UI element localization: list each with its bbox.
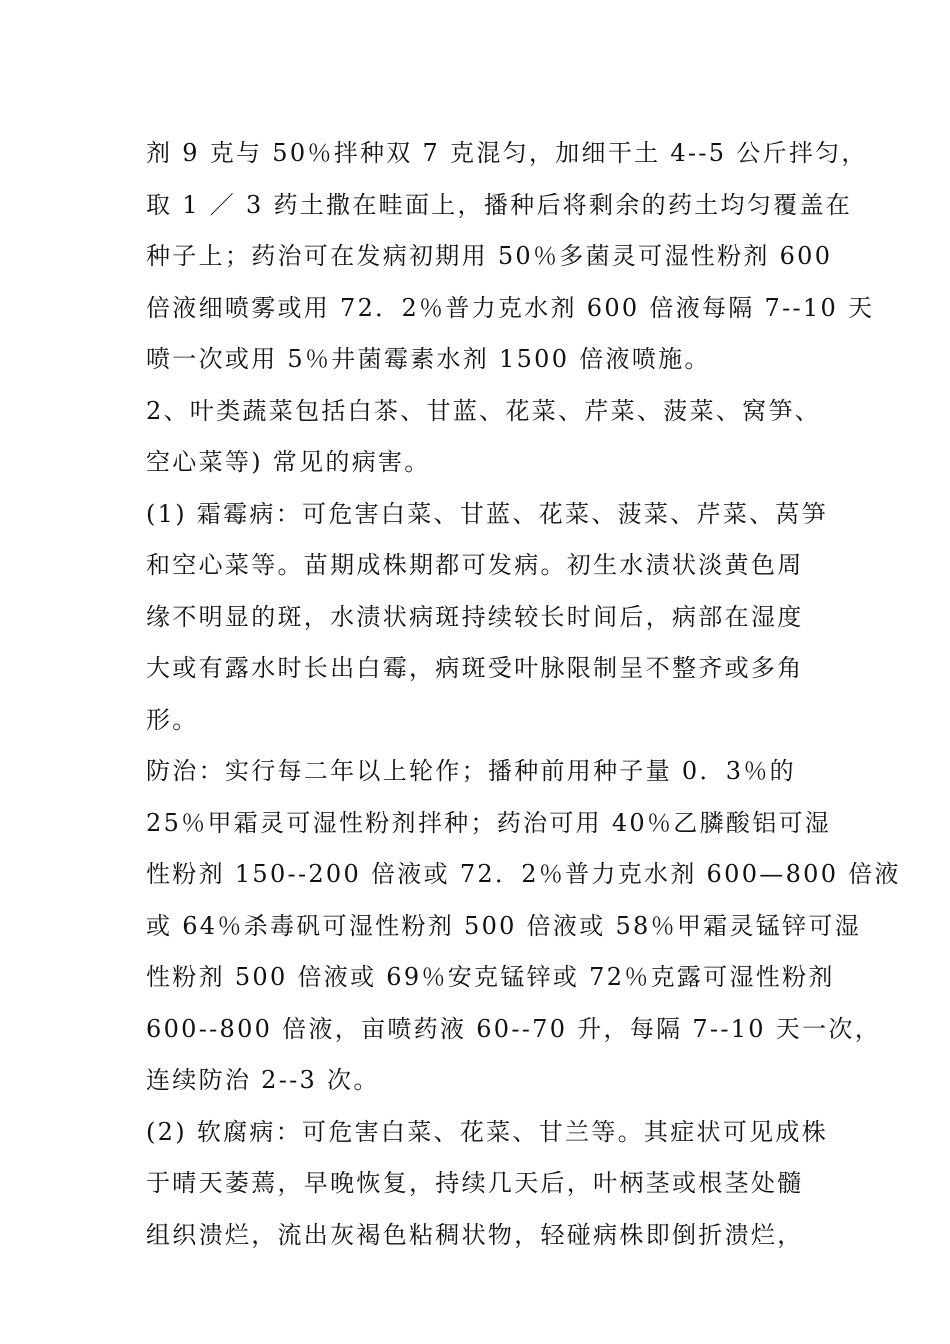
text-line: 600--800 倍液，亩喷药液 60--70 升，每隔 7--10 天一次， [146, 1014, 882, 1043]
text-line: 空心菜等) 常见的病害。 [146, 448, 431, 476]
text-line: 性粉剂 500 倍液或 69％安克锰锌或 72％克露可湿性粉剂 [146, 963, 835, 991]
text-line: 剂 9 克与 50％拌种双 7 克混匀，加细干土 4--5 公斤拌匀， [146, 139, 868, 167]
text-line: 2、叶类蔬菜包括白茶、甘蓝、花菜、芹菜、菠菜、窝笋、 [146, 396, 822, 425]
text-line: 组织溃烂，流出灰褐色粘稠状物，轻碰病株即倒折溃烂， [146, 1220, 804, 1249]
text-line: 大或有露水时长出白霉，病斑受叶脉限制呈不整齐或多角 [146, 654, 804, 682]
text-line: 于晴天萎蔫，早晚恢复，持续几天后，叶柄茎或根茎处髓 [146, 1169, 804, 1197]
text-line: 取 1 ／ 3 药土撒在畦面上，播种后将剩余的药土均匀覆盖在 [146, 190, 853, 219]
text-line: 种子上；药治可在发病初期用 50％多菌灵可湿性粉剂 600 [146, 242, 833, 270]
text-line: 倍液细喷雾或用 72．2％普力克水剂 600 倍液每隔 7--10 天 [146, 293, 875, 322]
text-line: 性粉剂 150--200 倍液或 72．2％普力克水剂 600—800 倍液 [146, 860, 901, 888]
text-line: (1) 霜霉病：可危害白菜、甘蓝、花菜、菠菜、芹菜、莴笋 [146, 499, 829, 528]
text-line: 喷一次或用 5％井菌霉素水剂 1500 倍液喷施。 [146, 345, 711, 373]
text-line: 和空心菜等。苗期成株期都可发病。初生水渍状淡黄色周 [146, 551, 804, 579]
text-line: 形。 [146, 705, 199, 734]
text-line: 连续防治 2--3 次。 [146, 1066, 380, 1094]
text-line: 缘不明显的斑，水渍状病斑持续较长时间后，病部在湿度 [146, 602, 804, 631]
text-line: 25％甲霜灵可湿性粉剂拌种；药治可用 40％乙膦酸铝可湿 [146, 808, 832, 837]
text-line: (2) 软腐病：可危害白菜、花菜、甘兰等。其症状可见成株 [146, 1117, 829, 1146]
text-line: 或 64％杀毒矾可湿性粉剂 500 倍液或 58％甲霜灵锰锌可湿 [146, 911, 862, 940]
body-text [146, 128, 901, 1261]
text-line: 防治：实行每二年以上轮作；播种前用种子量 0．3％的 [146, 757, 796, 785]
